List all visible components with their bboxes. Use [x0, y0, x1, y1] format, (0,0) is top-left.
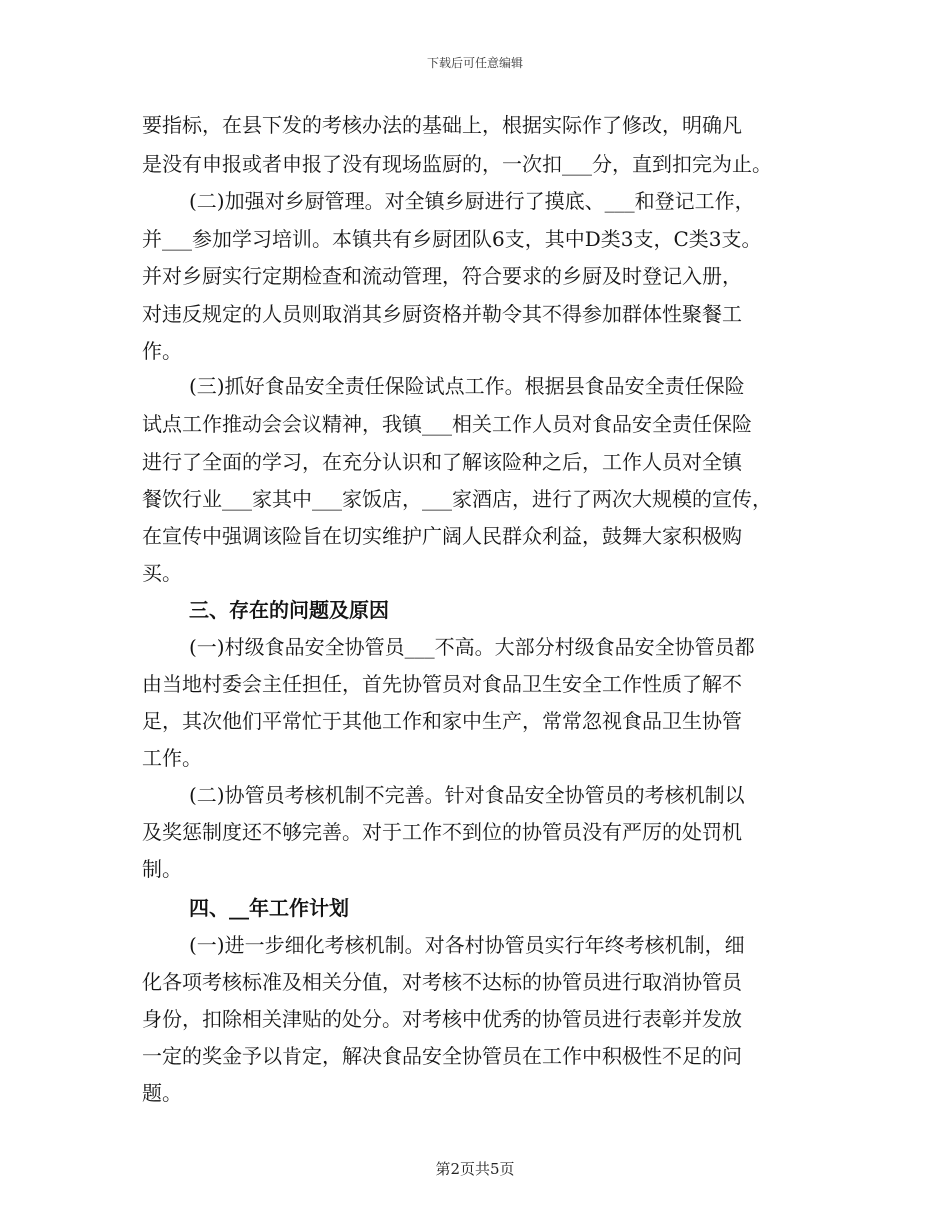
body-line: 一定的奖金予以肯定，解决食品安全协管员在工作中积极性不足的问 — [142, 1044, 742, 1068]
body-line: 试点工作推动会会议精神，我镇___相关工作人员对食品安全责任保险 — [142, 412, 752, 436]
body-line: 制。 — [142, 857, 182, 881]
section-heading-problems: 三、存在的问题及原因 — [189, 598, 389, 622]
body-line: 对违反规定的人员则取消其乡厨资格并勒令其不得参加群体性聚餐工 — [142, 302, 742, 326]
paragraph-first-line: (一)村级食品安全协管员___不高。大部分村级食品安全协管员都 — [189, 635, 755, 659]
body-line: 由当地村委会主任担任，首先协管员对食品卫生安全工作性质了解不 — [142, 672, 742, 696]
body-line: 题。 — [142, 1081, 182, 1105]
body-line: 作。 — [142, 339, 182, 363]
body-line: 及奖惩制度还不够完善。对于工作不到位的协管员没有严厉的处罚机 — [142, 820, 742, 844]
body-line: 并对乡厨实行定期检查和流动管理，符合要求的乡厨及时登记入册， — [142, 264, 742, 288]
page-header: 下载后可任意编辑 — [426, 56, 523, 70]
body-line: 并___参加学习培训。本镇共有乡厨团队6支，其中D类3支，C类3支。 — [142, 227, 762, 251]
paragraph-first-line: (二)加强对乡厨管理。对全镇乡厨进行了摸底、___和登记工作， — [189, 189, 755, 213]
body-line: 要指标，在县下发的考核办法的基础上，根据实际作了修改，明确凡 — [142, 113, 742, 137]
section-heading-work-plan: 四、__年工作计划 — [189, 896, 349, 920]
body-line: 在宣传中强调该险旨在切实维护广阔人民群众利益，鼓舞大家积极购 — [142, 524, 742, 548]
body-line: 餐饮行业___家其中___家饭店，___家酒店，进行了两次大规模的宣传， — [142, 487, 772, 511]
body-line: 化各项考核标准及相关分值，对考核不达标的协管员进行取消协管员 — [142, 970, 742, 994]
paragraph-first-line: (二)协管员考核机制不完善。针对食品安全协管员的考核机制以 — [189, 783, 745, 807]
body-line: 是没有申报或者申报了没有现场监厨的，一次扣___分，直到扣完为止。 — [142, 152, 772, 176]
body-line: 工作。 — [142, 746, 202, 770]
body-line: 买。 — [142, 561, 182, 585]
body-line: 足，其次他们平常忙于其他工作和家中生产，常常忽视食品卫生协管 — [142, 709, 742, 733]
paragraph-first-line: (三)抓好食品安全责任保险试点工作。根据县食品安全责任保险 — [189, 374, 745, 398]
body-line: 身份，扣除相关津贴的处分。对考核中优秀的协管员进行表彰并发放 — [142, 1007, 742, 1031]
body-line: 进行了全面的学习，在充分认识和了解该险种之后，工作人员对全镇 — [142, 450, 742, 474]
page-number: 第2页共5页 — [435, 1160, 515, 1178]
paragraph-first-line: (一)进一步细化考核机制。对各村协管员实行年终考核机制，细 — [189, 933, 745, 957]
